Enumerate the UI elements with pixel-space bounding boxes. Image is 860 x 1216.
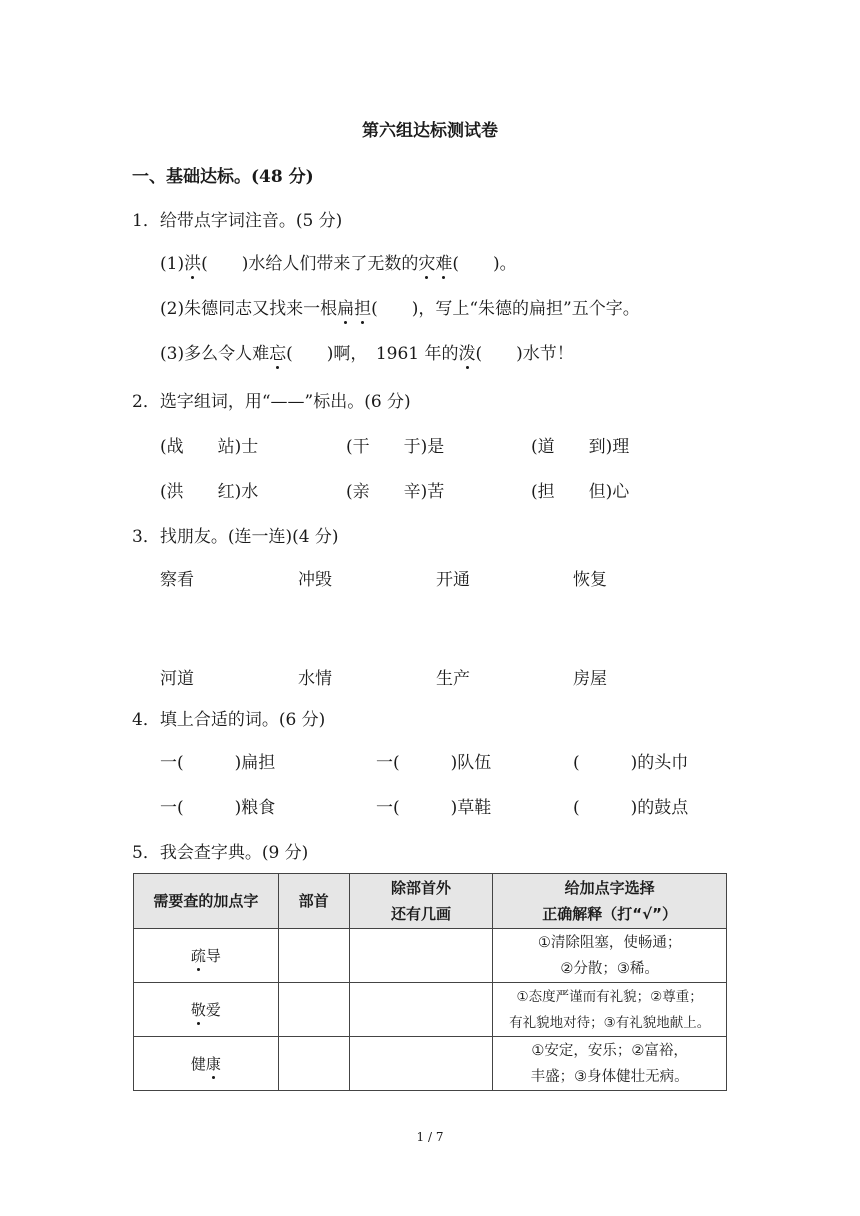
question-1-label: 1．给带点字词注音。(5 分) <box>132 211 343 231</box>
header-radical: 部首 <box>278 874 349 929</box>
fill-blank: 一( )草鞋 <box>376 798 492 818</box>
dictionary-table <box>133 873 727 1091</box>
word-cell <box>134 929 279 983</box>
text: ①清除阻塞，使畅通； <box>537 934 682 951</box>
meaning-options[interactable] <box>493 1037 727 1091</box>
match-word-top: 开通 <box>436 570 470 590</box>
question-4-label: 4．填上合适的词。(6 分) <box>132 710 326 730</box>
text: 有礼貌地对待；③有礼貌地献上。 <box>509 1014 711 1031</box>
strokes-answer-cell[interactable] <box>349 929 493 983</box>
fill-blank: ( )的头巾 <box>573 753 689 773</box>
q2-option: (亲 辛)苦 <box>346 482 445 502</box>
question-5-label: 5．我会查字典。(9 分) <box>132 843 309 863</box>
dotted-char: 忘 <box>269 339 286 364</box>
text: ( )水给人们带来了无数的 <box>201 254 419 274</box>
text: ②分散；③稀。 <box>560 960 659 977</box>
question-3-label: 3．找朋友。(连一连)(4 分) <box>132 527 339 547</box>
text: 还有几画 <box>390 905 451 923</box>
fill-blank: 一( )粮食 <box>160 798 276 818</box>
table-row <box>134 929 727 983</box>
text: 导 <box>205 947 221 965</box>
header-meaning <box>493 874 727 929</box>
header-strokes <box>349 874 493 929</box>
q2-option: (战 站)士 <box>160 437 259 457</box>
text: ①安定，安乐；②富裕， <box>531 1042 688 1059</box>
page-number: 1 / 7 <box>416 1130 444 1144</box>
text: 健 <box>190 1055 206 1073</box>
dotted-char: 洪 <box>184 249 201 274</box>
q2-option: (担 但)心 <box>531 482 630 502</box>
q2-option: (道 到)理 <box>531 437 630 457</box>
dotted-char: 疏 <box>190 947 206 965</box>
q1-line-3 <box>160 339 574 364</box>
fill-blank: 一( )扁担 <box>160 753 276 773</box>
text: ( )啊， 1961 年的 <box>286 344 459 364</box>
section-heading: 一、基础达标。(48 分) <box>132 167 314 187</box>
dotted-char: 难 <box>435 249 452 274</box>
dotted-char: 康 <box>205 1055 221 1073</box>
meaning-options[interactable] <box>493 983 727 1037</box>
dotted-char: 担 <box>354 294 371 319</box>
text: ( )，写上“朱德的扁担”五个字。 <box>371 299 640 319</box>
strokes-answer-cell[interactable] <box>349 983 493 1037</box>
match-word-top: 察看 <box>160 570 194 590</box>
radical-answer-cell[interactable] <box>278 929 349 983</box>
fill-blank: 一( )队伍 <box>376 753 492 773</box>
match-word-bottom: 房屋 <box>573 669 607 689</box>
match-word-bottom: 水情 <box>298 669 332 689</box>
table-row <box>134 1037 727 1091</box>
radical-answer-cell[interactable] <box>278 1037 349 1091</box>
text: (1) <box>160 254 185 274</box>
text: (3)多么令人难 <box>160 344 270 364</box>
q1-line-2 <box>160 294 640 319</box>
question-2-label: 2．选字组词，用“——”标出。(6 分) <box>132 392 411 412</box>
strokes-answer-cell[interactable] <box>349 1037 493 1091</box>
text: 丰盛；③身体健壮无病。 <box>530 1068 689 1085</box>
dotted-char: 泼 <box>459 339 476 364</box>
dotted-char: 灾 <box>418 249 435 274</box>
dotted-char: 扁 <box>337 294 354 319</box>
meaning-options[interactable] <box>493 929 727 983</box>
match-word-bottom: 河道 <box>160 669 194 689</box>
text: 给加点字选择 <box>564 879 655 897</box>
word-cell <box>134 983 279 1037</box>
text: ( )。 <box>452 254 517 274</box>
table-row <box>134 983 727 1037</box>
text: (2)朱德同志又找来一根 <box>160 299 338 319</box>
dotted-char: 敬 <box>190 1001 206 1019</box>
table-header-row <box>134 874 727 929</box>
q2-option: (洪 红)水 <box>160 482 259 502</box>
match-word-bottom: 生产 <box>436 669 470 689</box>
text: 爱 <box>205 1001 221 1019</box>
match-word-top: 冲毁 <box>298 570 332 590</box>
text: 正确解释（打“√”） <box>542 905 678 923</box>
header-char: 需要查的加点字 <box>134 874 279 929</box>
word-cell <box>134 1037 279 1091</box>
q1-line-1 <box>160 249 517 274</box>
radical-answer-cell[interactable] <box>278 983 349 1037</box>
q2-option: (干 于)是 <box>346 437 445 457</box>
text: ①态度严谨而有礼貌；②尊重； <box>516 988 703 1005</box>
fill-blank: ( )的鼓点 <box>573 798 689 818</box>
page-title: 第六组达标测试卷 <box>362 121 498 141</box>
match-word-top: 恢复 <box>573 570 607 590</box>
text: 除部首外 <box>390 879 451 897</box>
text: ( )水节！ <box>475 344 574 364</box>
